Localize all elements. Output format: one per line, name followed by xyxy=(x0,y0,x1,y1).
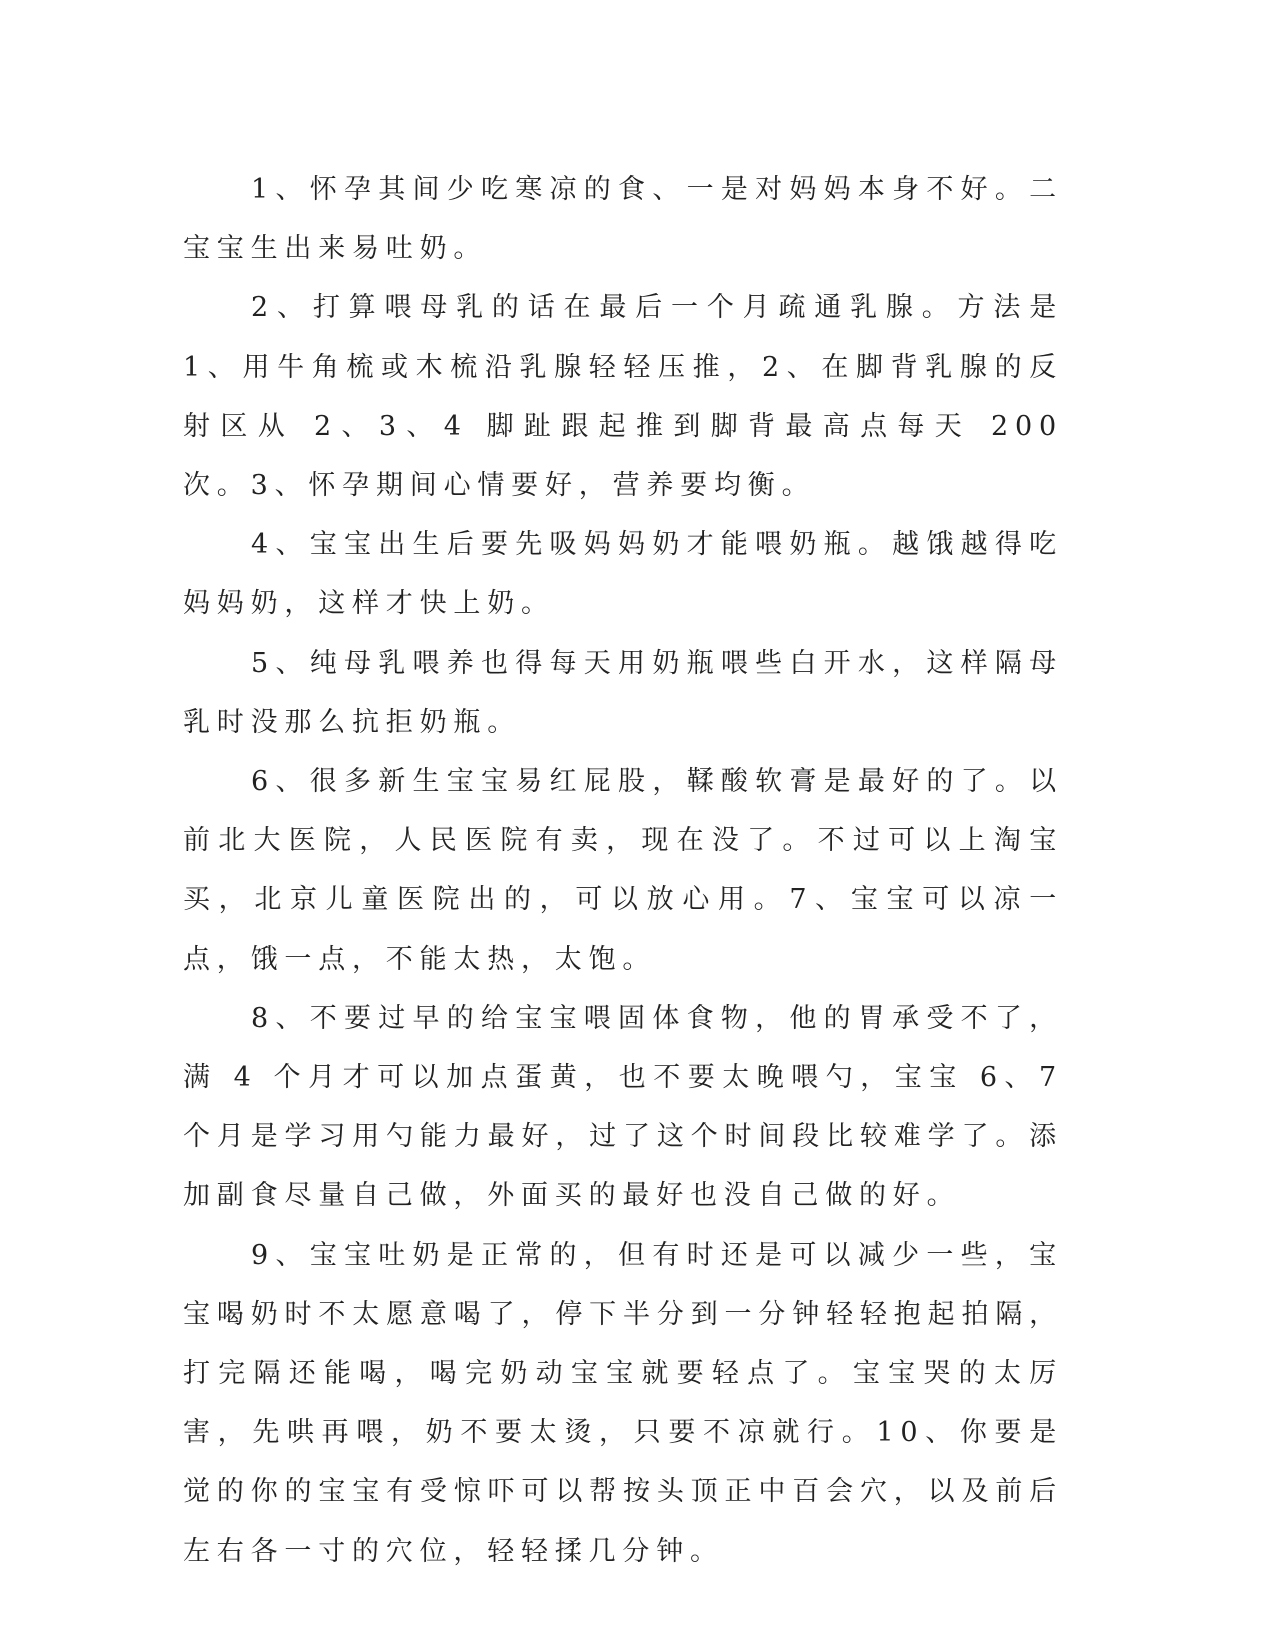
document-body xyxy=(183,160,1063,1581)
paragraph-4: 5、纯母乳喂养也得每天用奶瓶喂些白开水，这样隔母乳时没那么抗拒奶瓶。 xyxy=(183,647,1063,738)
paragraph-6: 8、不要过早的给宝宝喂固体食物，他的胃承受不了，满 4 个月才可以加点蛋黄，也不要太晚喂勺，宝宝 6、7 个月是学习用勺能力最好，过了这个时间段比较难学了。添加副食尽量自己做，外面买的最好也没自己做的好。 xyxy=(183,1002,1063,1212)
paragraph-3: 4、宝宝出生后要先吸妈妈奶才能喂奶瓶。越饿越得吃妈妈奶，这样才快上奶。 xyxy=(183,529,1063,620)
paragraph-2: 2、打算喂母乳的话在最后一个月疏通乳腺。方法是 1、用牛角梳或木梳沿乳腺轻轻压推，2、在脚背乳腺的反射区从 2、3、4 脚趾跟起推到脚背最高点每天 200 次。3、怀孕期间心情要好，营养要均衡。 xyxy=(183,292,1063,502)
paragraph-1: 1、怀孕其间少吃寒凉的食、一是对妈妈本身不好。二宝宝生出来易吐奶。 xyxy=(183,174,1063,265)
paragraph-5: 6、很多新生宝宝易红屁股，鞣酸软膏是最好的了。以前北大医院，人民医院有卖，现在没了。不过可以上淘宝买，北京儿童医院出的，可以放心用。7、宝宝可以凉一点，饿一点，不能太热，太饱。 xyxy=(183,766,1063,975)
paragraph-7: 9、宝宝吐奶是正常的，但有时还是可以减少一些，宝宝喝奶时不太愿意喝了，停下半分到一分钟轻轻抱起拍隔，打完隔还能喝，喝完奶动宝宝就要轻点了。宝宝哭的太厉害，先哄再喂，奶不要太烫，只要不凉就行。10、你要是觉的你的宝宝有受惊吓可以帮按头顶正中百会穴，以及前后左右各一寸的穴位，轻轻揉几分钟。 xyxy=(183,1239,1063,1567)
